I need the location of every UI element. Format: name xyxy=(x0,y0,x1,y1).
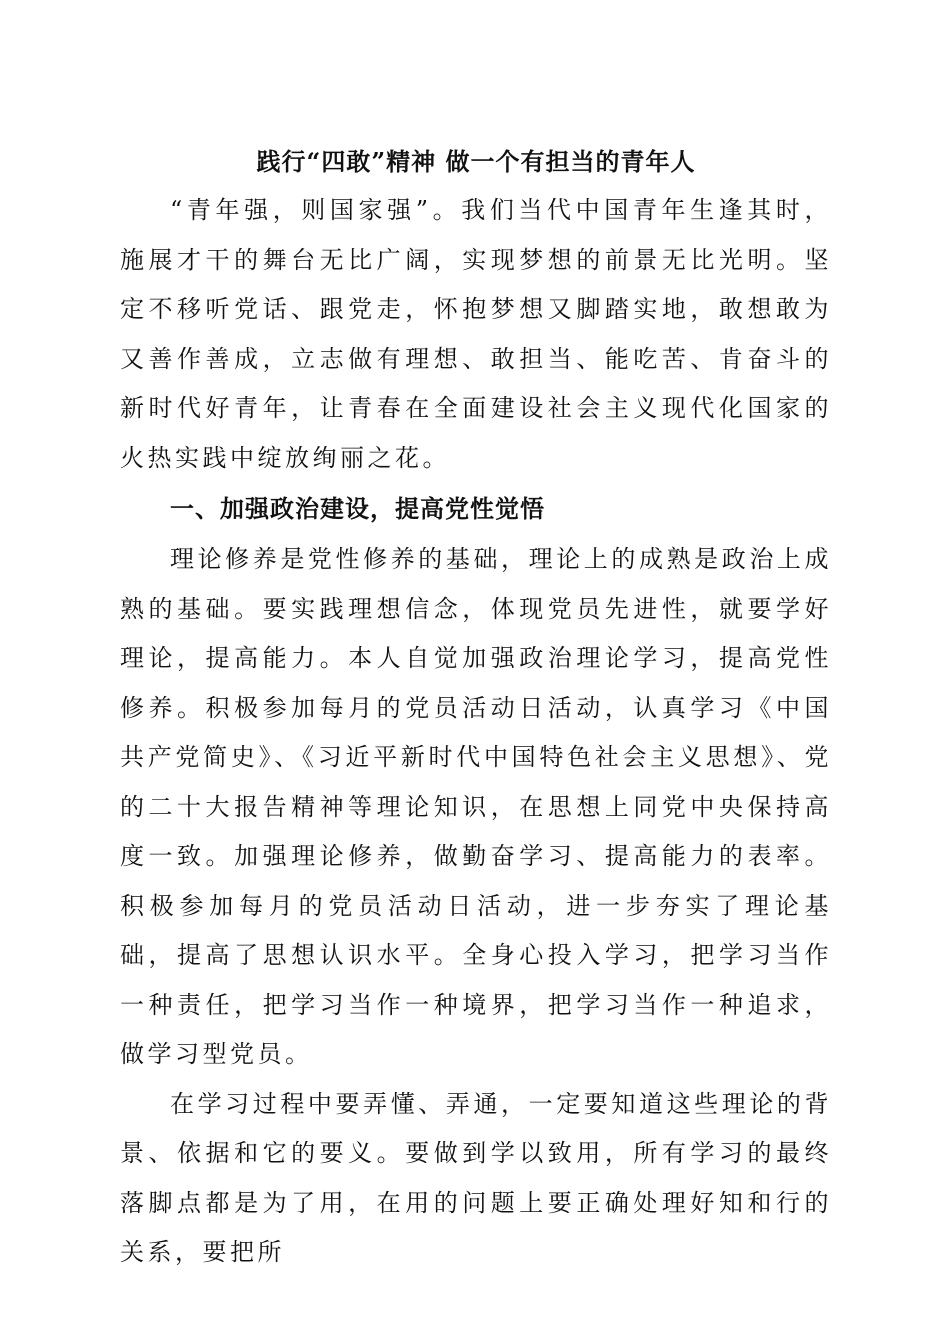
document-title: 践行“四敢”精神 做一个有担当的青年人 xyxy=(256,147,696,176)
body-paragraph: 理论修养是党性修养的基础，理论上的成熟是政治上成熟的基础。要实践理想信念，体现党员先进性，就要学好理论，提高能力。本人自觉加强政治理论学习，提高党性修养。积极参加每月的党员活动日活动，认真学习《中国共产党简史》、《习近平新时代中国特色社会主义思想》、党的二十大报告精神等理论知识，在思想上同党中央保持高度一致。加强理论修养，做勤奋学习、提高能力的表率。积极参加每月的党员活动日活动，进一步夯实了理论基础，提高了思想认识水平。全身心投入学习，把学习当作一种责任，把学习当作一种境界，把学习当作一种追求，做学习型党员。 xyxy=(120,545,832,1068)
document-body xyxy=(120,138,832,1278)
intro-paragraph: “青年强，则国家强”。我们当代中国青年生逢其时，施展才干的舞台无比广阔，实现梦想的前景无比光明。坚定不移听党话、跟党走，怀抱梦想又脚踏实地，敢想敢为又善作善成，立志做有理想、敢担当、能吃苦、肯奋斗的新时代好青年，让青春在全面建设社会主义现代化国家的火热实践中绽放绚丽之花。 xyxy=(120,196,832,472)
body-paragraph: 在学习过程中要弄懂、弄通，一定要知道这些理论的背景、依据和它的要义。要做到学以致用，所有学习的最终落脚点都是为了用，在用的问题上要正确处理好知和行的关系，要把所 xyxy=(120,1089,832,1266)
section-heading: 一、加强政治建设，提高党性觉悟 xyxy=(170,494,545,523)
